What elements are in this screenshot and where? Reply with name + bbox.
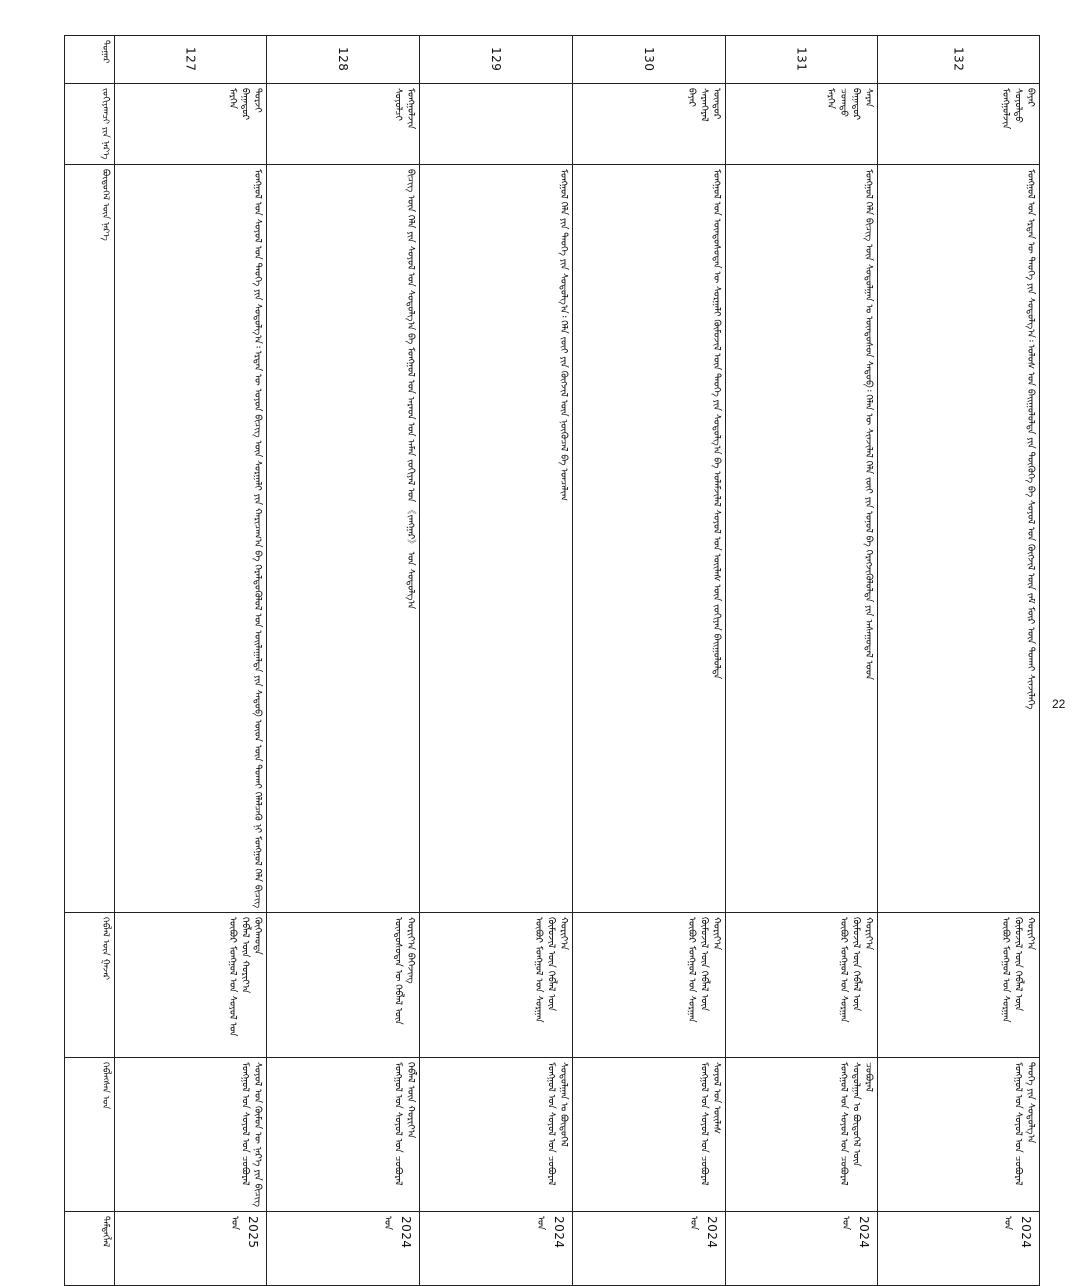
series-text: ᠮᠣᠩᠭᠣᠯ ᠤᠨ ᠰᠣᠶᠣᠯ ᠤᠨ ᠴᠤᠪᠤᠷᠠᠯ ᠰᠤᠳᠤᠯᠭᠠᠨ ᠤ ᠪᠦᠲᠦᠭᠡᠯ ᠦᠨ ᠴᠤᠪᠤᠷᠠᠯ <box>837 1061 874 1186</box>
year-cell <box>878 1211 1040 1285</box>
series-cell <box>420 1057 573 1211</box>
number-cell <box>878 36 1040 84</box>
year-note: ᠣᠨ <box>535 1215 546 1230</box>
entry-number: 132 <box>951 47 966 72</box>
series-cell <box>726 1057 878 1211</box>
title-cell <box>726 164 878 912</box>
title-cell <box>115 164 267 912</box>
label-author-cell <box>65 84 115 165</box>
label-publisher-cell <box>65 912 115 1057</box>
publisher-text: ᠦᠨᠳᠦᠰᠦᠲᠡᠨ ᠦ ᠬᠡᠪᠯᠡᠯ ᠦᠨ ᠬᠣᠷᠢᠶ᠎ᠠ ᠪᠡᠭᠡᠵᠢᠩ <box>392 916 416 1025</box>
author-cell <box>573 84 726 165</box>
year-note: ᠣᠨ <box>1002 1215 1013 1230</box>
series-text: ᠮᠣᠩᠭᠣᠯ ᠤᠨ ᠰᠣᠶᠣᠯ ᠤᠨ ᠴᠤᠪᠤᠷᠠᠯ ᠬᠡᠪᠯᠡᠯ ᠦᠨ ᠬᠣᠷᠢᠶ᠎ᠠ <box>392 1061 416 1186</box>
label-author: ᠵᠣᠬᠢᠶᠠᠭᠴᠢ ᠶᠢᠨ ᠨᠡᠷ᠎ᠡ <box>100 88 110 160</box>
year-note: ᠣᠨ <box>840 1215 851 1230</box>
entry-number: 130 <box>642 47 656 72</box>
series-text: ᠮᠣᠩᠭᠣᠯ ᠤᠨ ᠰᠣᠶᠣᠯ ᠤᠨ ᠴᠤᠪᠤᠷᠠᠯ ᠰᠣᠶᠣᠯ ᠤᠨ ᠦᠢᠯᠡᠰ <box>698 1061 722 1186</box>
year-value: 2024 <box>1019 1215 1033 1249</box>
publisher-text: ᠦᠪᠦᠷ ᠮᠣᠩᠭᠣᠯ ᠤᠨ ᠰᠤᠷᠭᠠᠨ ᠬᠦᠮᠦᠵᠢᠯ ᠦᠨ ᠬᠡᠪᠯᠡᠯ ᠦᠨ ᠬᠣᠷᠢᠶ᠎ᠠ <box>999 916 1036 1023</box>
label-publisher: ᠬᠡᠪᠯᠡᠯ ᠦᠨ ᠭᠠᠵᠠᠷ <box>100 916 110 980</box>
author-text: ᠮᠣᠩᠭᠣᠯᠵᠢᠨ ᠰᠣᠶᠣᠯᠲᠤ ᠪᠠᠶᠠᠷ <box>999 88 1036 130</box>
publisher-cell <box>420 912 573 1057</box>
year-cell <box>267 1211 420 1285</box>
entry-number: 127 <box>183 47 198 72</box>
label-year: ᠲᠡᠮᠳᠡᠭᠯᠡᠯ <box>100 1215 110 1247</box>
author-text: ᠮᠡᠷᠭᠡᠨ ᠴᠣᠭᠲᠤ ᠪᠠᠭᠠᠲᠤᠷ ᠰᠠᠷᠠᠨ <box>825 88 874 120</box>
publisher-text: ᠦᠪᠦᠷ ᠮᠣᠩᠭᠣᠯ ᠤᠨ ᠰᠤᠷᠭᠠᠨ ᠬᠦᠮᠦᠵᠢᠯ ᠦᠨ ᠬᠡᠪᠯᠡᠯ ᠦᠨ ᠬᠣᠷᠢᠶ᠎ᠠ <box>685 916 722 1023</box>
publisher-cell <box>726 912 878 1057</box>
row-number <box>65 36 1040 84</box>
publisher-text: ᠦᠪᠦᠷ ᠮᠣᠩᠭᠣᠯ ᠤᠨ ᠰᠤᠷᠭᠠᠨ ᠬᠦᠮᠦᠵᠢᠯ ᠦᠨ ᠬᠡᠪᠯᠡᠯ ᠦᠨ ᠬᠣᠷᠢᠶ᠎ᠠ <box>532 916 569 1023</box>
year-cell <box>420 1211 573 1285</box>
row-year <box>65 1211 1040 1285</box>
title-text: ᠮᠣᠩᠭᠣᠯ ᠤᠨ ᠡᠷᠲᠡᠨ ᠦ ᠲᠡᠦᠬᠡ ᠶᠢᠨ ᠰᠤᠳᠤᠯᠭ᠎ᠠ᠄ ᠤᠯᠤᠰ ᠤᠨ ᠪᠠᠢᠭᠤᠯᠤᠯᠲᠠ ᠶᠢᠨ ᠲᠦᠭᠦᠬᠡ ᠪᠠ ᠰᠣᠶᠣᠯ ᠤᠨ ᠬᠥᠭᠵᠢᠯ ᠦᠨ ᠵᠠᠮ ᠮᠥᠷ ᠦᠨ ᠲᠤᠬᠠᠢ ᠰᠢᠨᠵᠢᠯᠡᠭᠡ <box>1025 168 1036 709</box>
row-publisher <box>65 912 1040 1057</box>
author-text: ᠮᠡᠷᠭᠡᠨ ᠪᠠᠭᠠᠲᠤᠷ ᠳᠣᠷᠵᠢ <box>226 88 263 120</box>
entry-number: 131 <box>794 47 809 72</box>
row-author <box>65 84 1040 165</box>
label-title: ᠪᠦᠲᠦᠭᠡᠯ ᠦᠨ ᠨᠡᠷ᠎ᠡ <box>100 168 110 241</box>
entry-number: 128 <box>336 47 350 72</box>
publisher-cell <box>573 912 726 1057</box>
author-cell <box>878 84 1040 165</box>
number-cell <box>115 36 267 84</box>
year-value: 2024 <box>705 1215 719 1249</box>
author-text: ᠰᠣᠶᠣᠯᠴᠢ ᠮᠣᠩᠭᠣᠯᠵᠢᠨ <box>392 88 416 130</box>
year-cell <box>115 1211 267 1285</box>
row-title <box>65 164 1040 912</box>
year-value: 2024 <box>857 1215 871 1249</box>
title-cell <box>878 164 1040 912</box>
title-text: ᠮᠣᠩᠭᠣᠯ ᠬᠡᠯᠡ ᠪᠢᠴᠢᠭ ᠦᠨ ᠰᠤᠳᠤᠯᠭᠠᠨ ᠤ ᠦᠨᠳᠦᠰᠦᠨ ᠰᠡᠳᠦᠪ᠄ ᠬᠡᠯᠡᠨ ᠦ ᠰᠢᠨᠵᠢᠯᠡᠯ ᠬᠡᠯᠡ ᠵᠦᠢ ᠶᠢᠨ ᠣᠨᠣᠯ ᠪᠠ ᠬᠡᠷᠡᠭᠵᠢᠭᠦᠯᠦᠯᠲᠡ ᠶᠢᠨ ᠠᠰᠠᠭᠤᠳᠠᠯ ᠤᠳ <box>863 168 874 680</box>
author-text <box>566 84 572 92</box>
number-cell <box>420 36 573 84</box>
entry-number: 129 <box>489 47 503 72</box>
row-series <box>65 1057 1040 1211</box>
author-text: ᠪᠠᠶᠠᠷ ᠰᠠᠷᠠᠨᠭᠡᠷᠡᠯ ᠦᠨᠳᠦᠷ <box>685 88 722 122</box>
series-text: ᠮᠣᠩᠭᠣᠯ ᠤᠨ ᠰᠣᠶᠣᠯ ᠤᠨ ᠴᠤᠪᠤᠷᠠᠯ ᠰᠤᠳᠤᠯᠭᠠᠨ ᠤ ᠪᠦᠲᠦᠭᠡᠯ <box>545 1061 569 1186</box>
publisher-cell <box>878 912 1040 1057</box>
series-cell <box>115 1057 267 1211</box>
publisher-cell <box>267 912 420 1057</box>
label-series: ᠬᠡᠪᠯᠡᠭᠰᠡᠨ ᠣᠨ <box>100 1061 110 1109</box>
year-value: 2024 <box>399 1215 413 1249</box>
publisher-text: ᠦᠪᠦᠷ ᠮᠣᠩᠭᠣᠯ ᠤᠨ ᠰᠣᠶᠣᠯ ᠤᠨ ᠬᠡᠪᠯᠡᠯ ᠦᠨ ᠬᠣᠷᠢᠶ᠎ᠠ ᠬᠦᠬᠡᠬᠣᠲᠠ <box>226 916 263 1037</box>
title-text: ᠪᠢᠴᠢᠭ ᠦᠨ ᠬᠡᠯᠡ ᠶᠢᠨ ᠰᠣᠶᠣᠯ ᠤᠨ ᠰᠤᠳᠤᠯᠭ᠎ᠠ ᠪᠠ ᠮᠣᠩᠭᠣᠯ ᠤᠨ ᠠᠷᠠᠳ ᠤᠨ ᠠᠮᠠᠨ ᠵᠣᠬᠢᠶᠠᠯ ᠤᠨ 《ᠵᠠᠩᠭᠠᠷ》 ᠤᠨ ᠰᠤᠳᠤᠯᠭ᠎ᠠ <box>405 168 416 609</box>
label-title-cell <box>65 164 115 912</box>
title-cell <box>420 164 573 912</box>
series-cell <box>267 1057 420 1211</box>
year-note: ᠣᠨ <box>229 1215 240 1230</box>
year-value: 2025 <box>246 1215 260 1249</box>
author-cell <box>115 84 267 165</box>
page-number: 22 <box>1052 697 1066 711</box>
year-cell <box>726 1211 878 1285</box>
number-cell <box>573 36 726 84</box>
title-text: ᠮᠣᠩᠭᠣᠯ ᠤᠨ ᠦᠨᠳᠦᠰᠦᠲᠡᠨ ᠦ ᠰᠤᠷᠭᠠᠯᠢ ᠬᠦᠮᠦᠵᠢᠯ ᠦᠨ ᠲᠡᠦᠬᠡ ᠶᠢᠨ ᠰᠤᠳᠤᠯᠭ᠎ᠠ ᠪᠠ ᠤᠯᠠᠮᠵᠢᠯᠠᠯ ᠰᠣᠶᠣᠯ ᠤᠨ ᠦᠢᠯᠡᠰ ᠦᠨ ᠵᠣᠬᠢᠶᠠᠨ ᠪᠠᠢᠭᠤᠯᠤᠯᠲᠠ <box>711 168 722 679</box>
year-note: ᠣᠨ <box>382 1215 393 1230</box>
author-cell <box>726 84 878 165</box>
label-year-cell <box>65 1211 115 1285</box>
series-cell <box>878 1057 1040 1211</box>
author-cell <box>420 84 573 165</box>
number-cell <box>267 36 420 84</box>
title-cell <box>267 164 420 912</box>
year-cell <box>573 1211 726 1285</box>
author-cell <box>267 84 420 165</box>
label-number-cell <box>65 36 115 84</box>
year-value: 2024 <box>552 1215 566 1249</box>
series-cell <box>573 1057 726 1211</box>
series-text: ᠮᠣᠩᠭᠣᠯ ᠤᠨ ᠰᠣᠶᠣᠯ ᠤᠨ ᠴᠤᠪᠤᠷᠠᠯ ᠲᠡᠦᠬᠡ ᠶᠢᠨ ᠰᠤᠳᠤᠯᠭ᠎ᠠ <box>1012 1061 1036 1186</box>
title-text: ᠮᠣᠩᠭᠣᠯ ᠬᠡᠯᠡ ᠶᠢᠨ ᠲᠡᠦᠬᠡ ᠶᠢᠨ ᠰᠤᠳᠤᠯᠭ᠎ᠠ᠄ ᠬᠡᠯᠡ ᠵᠦᠢ ᠶᠢᠨ ᠬᠥᠭᠵᠢᠯ ᠦᠨ ᠨᠥᠬᠦᠴᠡᠯ ᠪᠠ ᠣᠨᠴᠠᠯᠢᠭ <box>558 168 569 501</box>
label-number: ᠳᠤᠭᠠᠷ <box>100 40 110 64</box>
label-series-cell <box>65 1057 115 1211</box>
publisher-text: ᠦᠪᠦᠷ ᠮᠣᠩᠭᠣᠯ ᠤᠨ ᠰᠤᠷᠭᠠᠨ ᠬᠦᠮᠦᠵᠢᠯ ᠦᠨ ᠬᠡᠪᠯᠡᠯ ᠦᠨ ᠬᠣᠷᠢᠶ᠎ᠠ <box>837 916 874 1023</box>
year-note: ᠣᠨ <box>688 1215 699 1230</box>
bibliography-table <box>64 35 1040 1286</box>
number-cell <box>726 36 878 84</box>
series-text: ᠮᠣᠩᠭᠣᠯ ᠤᠨ ᠰᠣᠶᠣᠯ ᠤᠨ ᠴᠤᠪᠤᠷᠠᠯ ᠰᠣᠶᠣᠯ ᠤᠨ ᠬᠦᠮᠦᠨ ᠦ ᠨᠡᠷ᠎ᠡ ᠶᠢᠨ ᠪᠢᠴᠢᠭ <box>239 1061 263 1207</box>
title-text: ᠮᠣᠩᠭᠣᠯ ᠤᠨ ᠰᠣᠶᠣᠯ ᠤᠨ ᠲᠡᠦᠬᠡ ᠶᠢᠨ ᠰᠤᠳᠤᠯᠭ᠎ᠠ᠄ ᠡᠷᠲᠡᠨ ᠦ ᠣᠶᠤᠨ ᠪᠢᠴᠢᠭ ᠦᠨ ᠰᠤᠷᠭᠠᠯᠢ ᠶᠢᠨ ᠬᠠᠷᠢᠴᠠᠭ᠎ᠠ ᠪᠠ ᠭᠡᠷᠡᠯᠲᠦᠭᠦᠯᠦᠯ ᠤᠨ ᠣᠢᠯᠠᠭᠠᠯᠲᠠ ᠶᠢᠨ ᠰᠡᠳᠦᠪ ᠦᠳ ᠦᠨ ᠲᠤᠬᠠᠢ ᠬᠡᠯᠡᠯᠴᠡᠬᠦ ᠨᠢ ᠮᠣᠩᠭᠣᠯ ᠬᠡᠯᠡ ᠪᠢᠴᠢᠭ <box>252 168 263 908</box>
title-cell <box>573 164 726 912</box>
publisher-cell <box>115 912 267 1057</box>
